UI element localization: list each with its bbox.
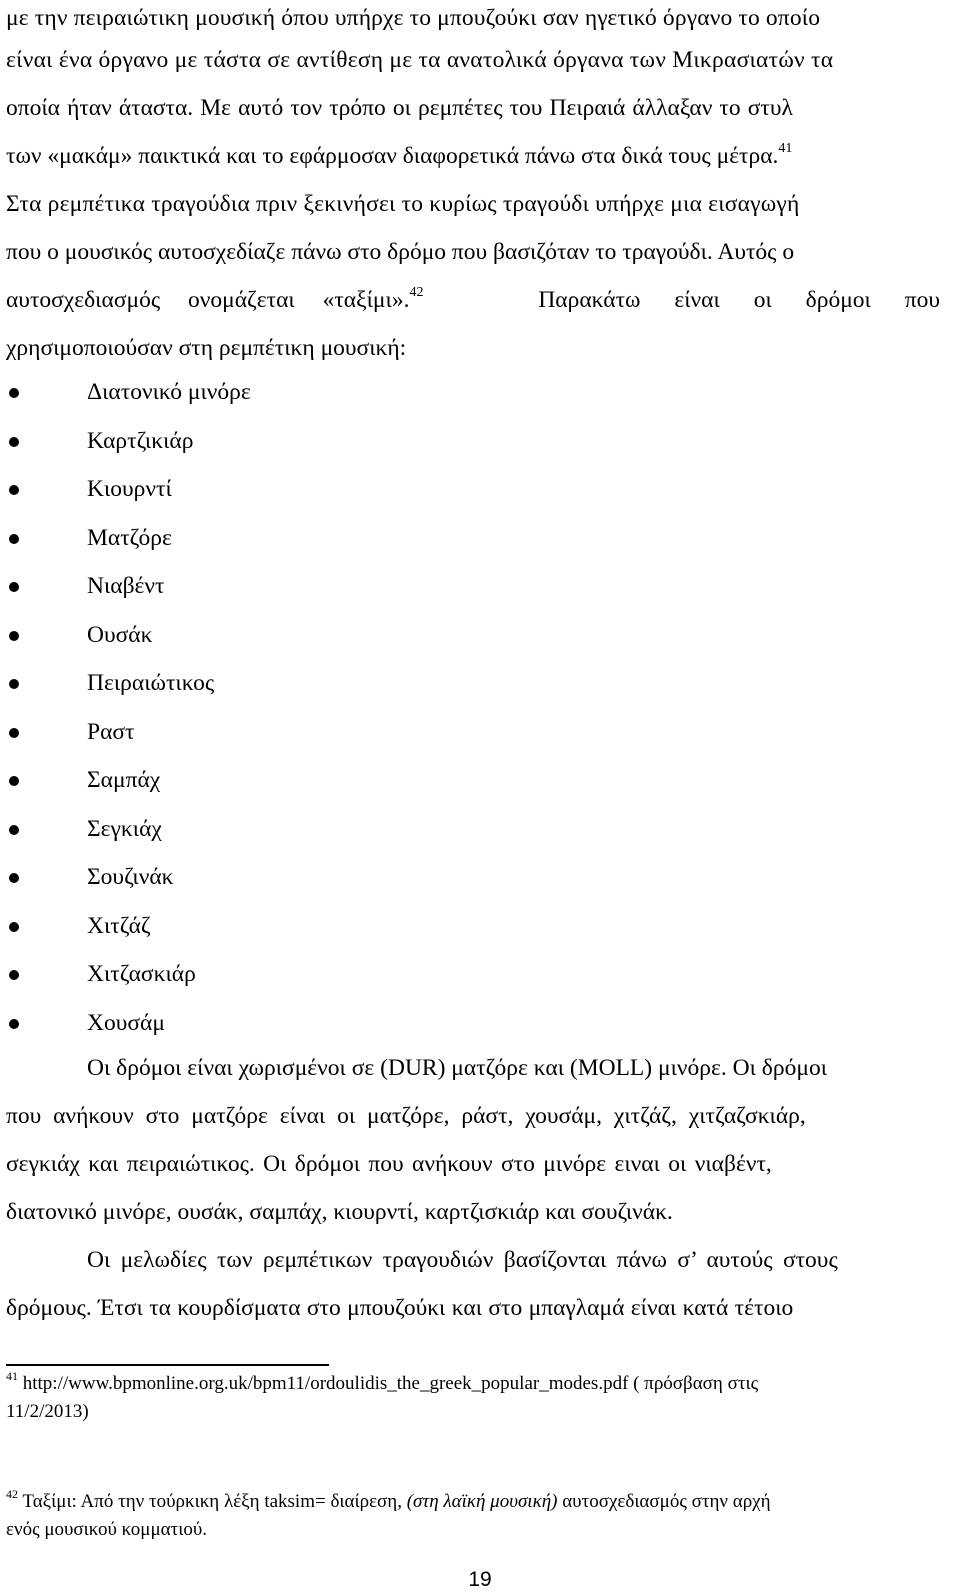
body-text-line: χρησιμοποιούσαν στη ρεμπέτικη μουσική:: [6, 335, 407, 361]
list-item: Νιαβέντ: [0, 572, 940, 602]
list-item: Χιτζασκιάρ: [0, 960, 940, 990]
footnote-41: [6, 1368, 940, 1396]
bullet-icon: [9, 1019, 19, 1029]
body-text-line: οποία ήταν άταστα. Με αυτό τον τρόπο οι ρεμπέτες του Πειραιά άλλαξαν το στυλ: [6, 95, 793, 121]
list-item: Διατονικό μινόρε: [0, 378, 940, 408]
footnote-text: αυτοσχεδιασμός στην αρχή: [562, 1491, 771, 1512]
bullet-icon: [9, 582, 19, 592]
bullet-icon: [9, 534, 19, 544]
list-item: Κιουρντί: [0, 475, 940, 505]
body-text-line: σεγκιάχ και πειραιώτικος. Οι δρόμοι που ανήκουν στο μινόρε ειναι οι νιαβέντ,: [6, 1151, 772, 1177]
footnote-41-continued: 11/2/2013): [6, 1401, 89, 1422]
body-text-line: με την πειραιώτικη μουσική όπου υπήρχε το μπουζούκι σαν ηγετικό όργανο το οποίο: [6, 5, 821, 31]
footnote-italic-text: (στη λαϊκή μουσική): [406, 1491, 558, 1512]
footnote-ref-42[interactable]: 42: [409, 285, 424, 301]
body-text-line: Στα ρεμπέτικα τραγούδια πριν ξεκινήσει το κυρίως τραγούδι υπήρχε μια εισαγωγή: [6, 191, 800, 217]
list-item: Ραστ: [0, 718, 940, 748]
bullet-icon: [9, 728, 19, 738]
body-text-line: [6, 286, 940, 314]
footnote-text: Ταξίμι: Από την τούρκικη λέξη taksim= διαίρεση,: [22, 1491, 402, 1512]
list-item: Πειραιώτικος: [0, 669, 940, 699]
body-text-line: Οι μελωδίες των ρεμπέτικων τραγουδιών βασίζονται πάνω σ’ αυτούς στους: [87, 1247, 838, 1273]
body-text-line: δρόμους. Έτσι τα κουρδίσματα στο μπουζούκι και στο μπαγλαμά είναι κατά τέτοιο: [6, 1295, 794, 1321]
bullet-icon: [9, 631, 19, 641]
footnote-link[interactable]: http://www.bpmonline.org.uk/bpm11/ordoulidis_the_greek_popular_modes.pdf ( πρόσβαση στις: [22, 1373, 759, 1394]
body-text: Παρακάτω είναι οι δρόμοι που: [538, 287, 940, 313]
page-number: 19: [468, 1568, 492, 1591]
body-text-line: Οι δρόμοι είναι χωρισμένοι σε (DUR) ματζόρε και (MOLL) μινόρε. Οι δρόμοι: [87, 1055, 828, 1081]
footnote-number: 42: [6, 1486, 18, 1501]
footnote-separator: [6, 1364, 329, 1366]
list-item: Σουζινάκ: [0, 863, 940, 893]
body-text: των «μακάμ» παικτικά και το εφάρμοσαν διαφορετικά πάνω στα δικά τους μέτρα.: [6, 143, 779, 169]
bullet-icon: [9, 388, 19, 398]
body-text-line: είναι ένα όργανο με τάστα σε αντίθεση με τα ανατολικά όργανα των Μικρασιατών τα: [6, 47, 834, 73]
body-text-line: διατονικό μινόρε, ουσάκ, σαμπάχ, κιουρντί, καρτζισκιάρ και σουζινάκ.: [6, 1199, 673, 1225]
list-item: Χουσάμ: [0, 1009, 940, 1039]
footnote-number: 41: [6, 1368, 18, 1383]
footnote-42: [6, 1486, 940, 1514]
bullet-icon: [9, 776, 19, 786]
bullet-icon: [9, 873, 19, 883]
list-item: Χιτζάζ: [0, 912, 940, 942]
footnote-ref-41[interactable]: 41: [778, 141, 793, 157]
list-item: Ουσάκ: [0, 621, 940, 651]
body-text-line: που ανήκουν στο ματζόρε είναι οι ματζόρε, ράστ, χουσάμ, χιτζάζ, χιτζαζσκιάρ,: [6, 1103, 806, 1129]
bullet-icon: [9, 679, 19, 689]
footnote-42-continued: ενός μουσικού κομματιού.: [6, 1519, 207, 1540]
bullet-icon: [9, 970, 19, 980]
body-text-line: που ο μουσικός αυτοσχεδίαζε πάνω στο δρόμο που βασιζόταν το τραγούδι. Αυτός ο: [6, 239, 795, 265]
bullet-icon: [9, 485, 19, 495]
bullet-icon: [9, 825, 19, 835]
list-item: Σεγκιάχ: [0, 815, 940, 845]
body-text-line: [6, 142, 940, 170]
list-item: Ματζόρε: [0, 524, 940, 554]
list-item: Σαμπάχ: [0, 766, 940, 796]
bullet-icon: [9, 922, 19, 932]
list-item: Καρτζικιάρ: [0, 427, 940, 457]
bullet-icon: [9, 437, 19, 447]
body-text: αυτοσχεδιασμός ονομάζεται «ταξίμι».$^{42}$: [6, 285, 424, 313]
